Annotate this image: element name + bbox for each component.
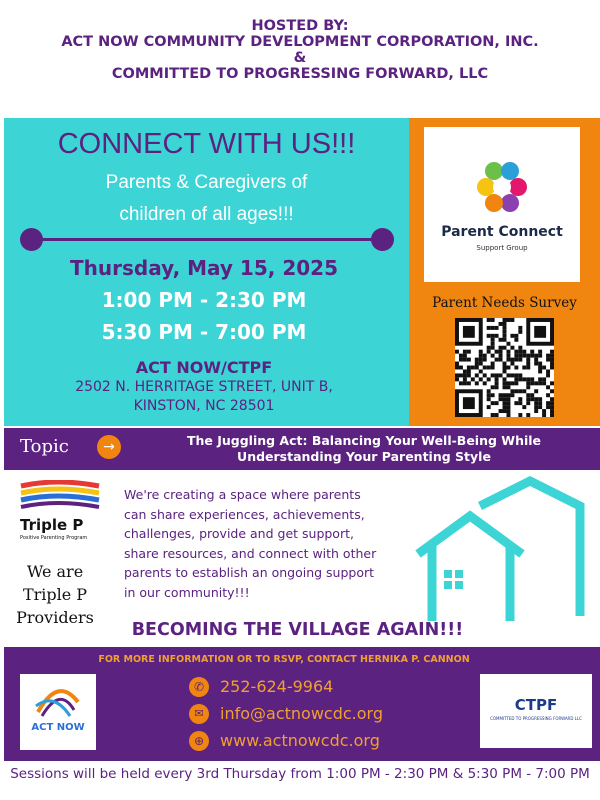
divider-dot-left xyxy=(20,228,43,251)
actnow-logo xyxy=(20,674,96,750)
description-line: in our community!!! xyxy=(124,584,250,600)
divider-dot-right xyxy=(371,228,394,251)
email-icon: ✉ xyxy=(189,704,209,724)
description-line: can share experiences, achievements, xyxy=(124,506,365,522)
topic-line-2: Understanding Your Parenting Style xyxy=(237,449,491,464)
rsvp-text: FOR MORE INFORMATION OR TO RSVP, CONTACT HERNIKA P. CANNON xyxy=(98,654,470,665)
sessions-note: Sessions will be held every 3rd Thursday from 1:00 PM - 2:30 PM & 5:30 PM - 7:00 PM xyxy=(10,766,590,782)
phone-number[interactable]: 252-624-9964 xyxy=(220,677,334,696)
parent-connect-flower-icon xyxy=(472,157,532,217)
description-line: parents to establish an ongoing support xyxy=(124,565,375,580)
event-date: Thursday, May 15, 2025 xyxy=(70,256,338,280)
globe-icon: ⊕ xyxy=(189,731,209,751)
parent-connect-title: Parent Connect xyxy=(441,224,563,240)
hosted-by-header xyxy=(0,18,600,82)
audience-line-2: children of all ages!!! xyxy=(119,204,294,225)
description-line: share resources, and connect with other xyxy=(124,545,377,561)
qr-code-icon xyxy=(455,318,554,417)
address-line-2: KINSTON, NC 28501 xyxy=(133,398,275,414)
event-time-1: 1:00 PM - 2:30 PM xyxy=(101,288,307,312)
venue-name: ACT NOW/CTPF xyxy=(135,358,273,377)
ctpf-logo xyxy=(480,674,592,748)
parent-connect-subtitle: Support Group xyxy=(476,244,528,252)
event-time-2: 5:30 PM - 7:00 PM xyxy=(101,320,307,344)
website-url[interactable]: www.actnowcdc.org xyxy=(220,731,380,750)
triple-p-logo xyxy=(17,480,103,544)
topic-title xyxy=(134,433,594,465)
survey-qr-code[interactable] xyxy=(455,318,554,417)
survey-label: Parent Needs Survey xyxy=(432,295,577,311)
topic-line-1: The Juggling Act: Balancing Your Well-Being While xyxy=(186,433,542,448)
event-panel xyxy=(4,118,409,426)
actnow-logo-text: ACT NOW xyxy=(31,722,85,733)
divider-line xyxy=(32,238,382,241)
tagline: BECOMING THE VILLAGE AGAIN!!! xyxy=(131,620,464,640)
hosted-by-label: HOSTED BY: xyxy=(251,18,349,34)
actnow-swirl-icon xyxy=(30,682,86,722)
ctpf-logo-text: CTPF xyxy=(514,696,558,714)
description-line: We're creating a space where parents xyxy=(124,487,361,502)
host-org-1: ACT NOW COMMUNITY DEVELOPMENT CORPORATION, INC. xyxy=(61,34,539,50)
phone-icon: ✆ xyxy=(189,677,209,697)
host-org-2: COMMITTED TO PROGRESSING FORWARD, LLC xyxy=(111,66,489,82)
triple-p-stripes-icon xyxy=(17,480,103,514)
triple-p-caption-1: We are xyxy=(26,562,84,581)
parent-connect-logo xyxy=(424,127,580,282)
ampersand: & xyxy=(293,50,307,66)
description xyxy=(124,485,409,602)
triple-p-logo-text: Triple P xyxy=(20,516,84,534)
description-line: challenges, provide and get support, xyxy=(124,526,354,541)
email-address[interactable]: info@actnowcdc.org xyxy=(220,704,383,723)
triple-p-caption-2: Triple P xyxy=(22,585,88,604)
triple-p-caption-3: Providers xyxy=(16,608,94,627)
triple-p-logo-sub: Positive Parenting Program xyxy=(20,535,88,541)
address-line-1: 2502 N. HERRITAGE STREET, UNIT B, xyxy=(75,379,333,395)
ctpf-logo-sub: COMMITTED TO PROGRESSING FORWARD LLC xyxy=(490,716,582,721)
triple-p-caption xyxy=(0,560,110,629)
topic-label: Topic xyxy=(20,436,69,457)
contact-bar xyxy=(4,647,600,761)
arrow-right-icon: → xyxy=(97,435,121,459)
audience-line-1: Parents & Caregivers of xyxy=(105,172,308,193)
headline: CONNECT WITH US!!! xyxy=(57,128,356,160)
topic-bar xyxy=(4,428,600,470)
